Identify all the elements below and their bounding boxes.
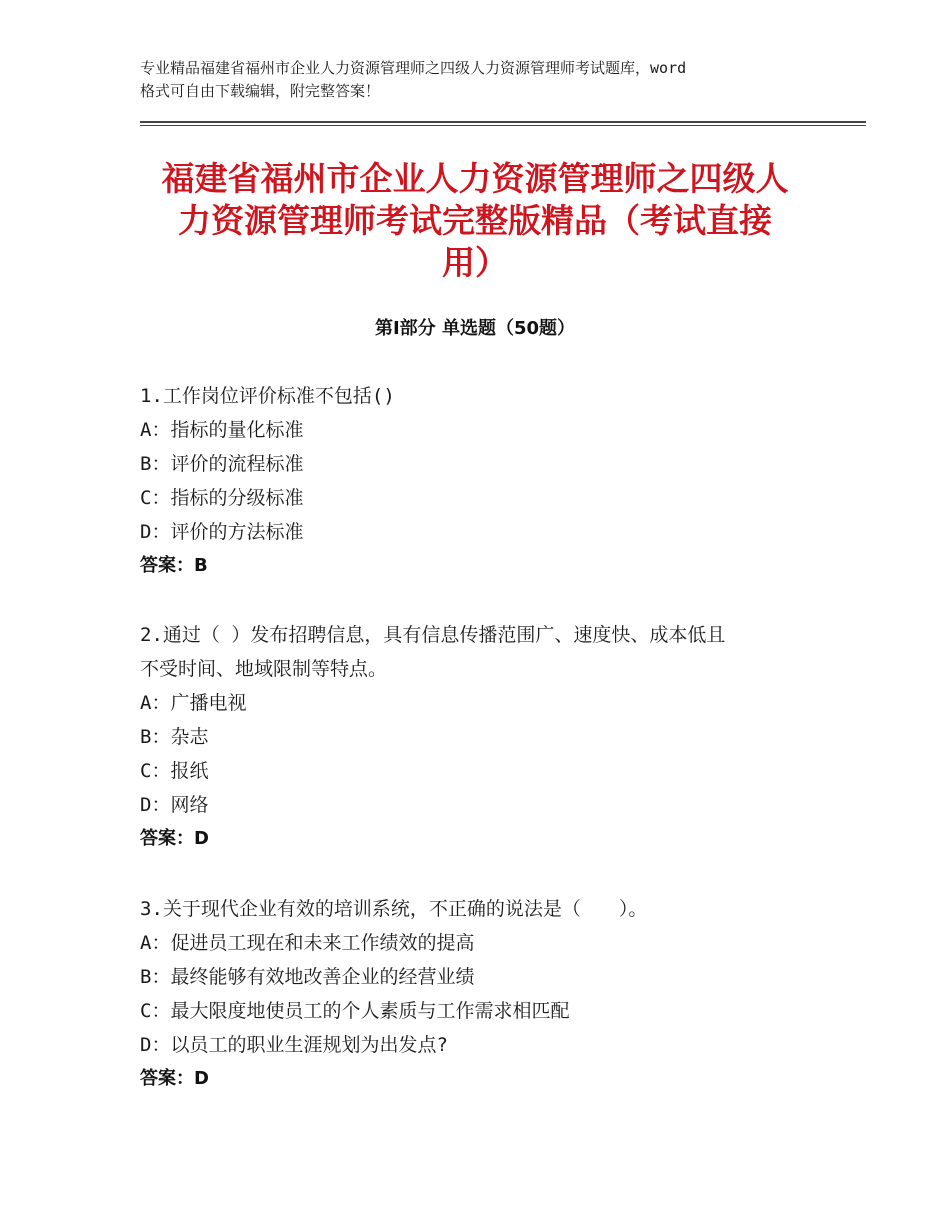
question-1-option-a: A：指标的量化标准	[140, 419, 304, 441]
question-2-option-a: A：广播电视	[140, 692, 247, 714]
question-3-answer: 答案：D	[140, 1068, 209, 1089]
question-2-option-d: D：网络	[140, 794, 209, 816]
question-2-stem-line-1: 2.通过（ ）发布招聘信息，具有信息传播范围广、速度快、成本低且	[140, 624, 726, 646]
question-2-option-b: B：杂志	[140, 726, 209, 748]
document-title-line-2: 力资源管理师考试完整版精品（考试直接	[178, 201, 772, 240]
question-3-option-a: A：促进员工现在和未来工作绩效的提高	[140, 932, 475, 954]
header-note	[140, 57, 840, 103]
question-2-answer: 答案：D	[140, 828, 209, 849]
question-3	[140, 892, 840, 1096]
header-note-line-2: 格式可自由下载编辑，附完整答案！	[140, 82, 381, 100]
question-3-option-c: C：最大限度地使员工的个人素质与工作需求相匹配	[140, 1000, 570, 1022]
question-2	[140, 618, 840, 856]
document-title-line-1: 福建省福州市企业人力资源管理师之四级人	[161, 159, 789, 198]
question-1-option-c: C：指标的分级标准	[140, 487, 304, 509]
question-3-option-d: D：以员工的职业生涯规划为出发点?	[140, 1034, 448, 1056]
question-2-option-c: C：报纸	[140, 760, 209, 782]
header-note-line-1: 专业精品福建省福州市企业人力资源管理师之四级人力资源管理师考试题库，word	[140, 59, 687, 77]
question-3-option-b: B：最终能够有效地改善企业的经营业绩	[140, 966, 475, 988]
header-divider-thick	[140, 121, 866, 123]
section-title: 第Ⅰ部分 单选题（50题）	[374, 318, 575, 339]
question-1-option-b: B：评价的流程标准	[140, 453, 304, 475]
question-3-stem: 3.关于现代企业有效的培训系统，不正确的说法是（ ）。	[140, 898, 648, 920]
question-2-stem-line-2: 不受时间、地域限制等特点。	[140, 658, 388, 680]
question-1-option-d: D：评价的方法标准	[140, 521, 304, 543]
document-title	[120, 158, 830, 284]
question-1-stem: 1.工作岗位评价标准不包括()	[140, 385, 395, 407]
header-divider-thin	[140, 125, 866, 126]
question-1-answer: 答案：B	[140, 555, 208, 576]
question-1	[140, 379, 840, 583]
document-title-line-3: 用）	[442, 243, 508, 282]
